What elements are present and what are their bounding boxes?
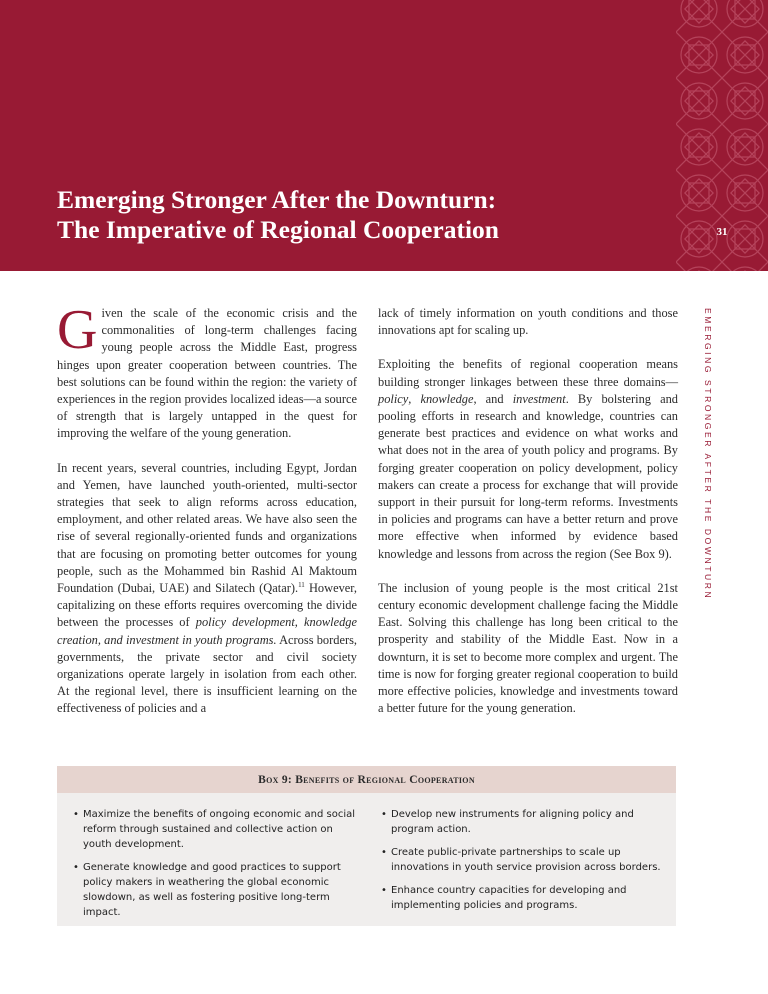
left-paragraph-1 [57,299,357,443]
left-paragraph-2-b: However, capitalizing on these efforts requires overcoming the divide between the processes of [57,581,357,630]
list-item: • Maximize the benefits of ongoing economic and social reform through sustained and collective action on youth development. [71,807,357,852]
right-paragraph-2-a: Exploiting the benefits of regional cooperation means building stronger linkages between these three domains— [378,357,678,389]
right-column [378,305,678,734]
left-column [57,299,357,735]
running-head: EMERGING STRONGER AFTER THE DOWNTURN [703,308,713,601]
left-paragraph-1-text: iven the scale of the economic crisis and the commonalities of long-term challenges facing young people across the Middle East, progress hinges upon greater cooperation between countries. The best solutions can be found within the region: the variety of experiences in the region provides localized ideas—a source of strength that is largely untapped in the quest for improving the welfare of the young generation. [57,306,357,441]
right-paragraph-2-b: . By bolstering and pooling efforts in research and knowledge, countries can generate best practices and evidence on what works and what does not in the area of youth policy and programs. By forging greater cooperation on policy development, policy makers can create a process for exchange that will provide support in their pursuit for long-term reforms. Investments in policies and programs can have a better return and prove more effective when informed by evidence based knowledge and lessons from across the region (See Box 9). [378,391,678,561]
right-paragraph-2 [378,356,678,562]
list-item: • Enhance country capacities for developing and implementing policies and programs. [379,883,661,913]
list-item: • Generate knowledge and good practices to support policy makers in weathering the global economic slowdown, as well as fostering positive long-term impact. [71,860,357,920]
title-line-1: Emerging Stronger After the Downturn: [57,185,497,214]
box-body [57,793,676,926]
left-paragraph-2-a: In recent years, several countries, including Egypt, Jordan and Yemen, have launched youth-oriented, multi-sector strategies that seek to align reforms across education, employment, and other related areas. We have also seen the rise of several regionally-oriented funds and organizations that are focusing on promoting better outcomes for young people, such as the Mohammed bin Rashid Al Maktoum Foundation (Dubai, UAE) and Silatech (Qatar). [57,460,357,596]
title-line-2: The Imperative of Regional Cooperation [57,215,499,244]
page-number: 31 [716,226,728,238]
drop-cap: G [57,299,98,361]
footnote-ref: 11 [298,580,305,589]
emphasis-investment: investment [512,391,566,406]
emphasis-policy: policy [378,391,409,406]
box-list-right [379,807,661,921]
page-title [57,185,657,245]
right-paragraph-1: lack of timely information on youth conditions and those innovations apt for scaling up. [378,306,678,338]
list-item: • Develop new instruments for aligning policy and program action. [379,807,661,837]
left-paragraph-2 [57,460,357,718]
emphasis-knowledge: knowledge [420,391,474,406]
separator-1: , [408,391,421,406]
separator-2: , and [473,391,513,406]
left-paragraph-2-c: Across borders, governments, the private sector and civil society organizations operate largely in isolation from each other. At the regional level, there is insufficient learning on the effectiveness of policies and a [57,632,357,716]
list-item: • Create public-private partnerships to scale up innovations in youth service provision across borders. [379,845,661,875]
box-list-left [71,807,357,928]
left-paragraph-2-emphasis: policy development, knowledge creation, and investment in youth programs. [57,615,357,647]
box-title: Box 9: Benefits of Regional Cooperation [57,766,676,793]
right-paragraph-3: The inclusion of young people is the most critical 21st century economic development challenge facing the Middle East. Solving this challenge has long been critical to the prosperity and stability of the Middle East. Now in a downturn, it is set to become more complex and urgent. The time is now for forging greater regional cooperation to build more effective policies, knowledge and investments toward a better future for the young generation. [378,580,678,716]
